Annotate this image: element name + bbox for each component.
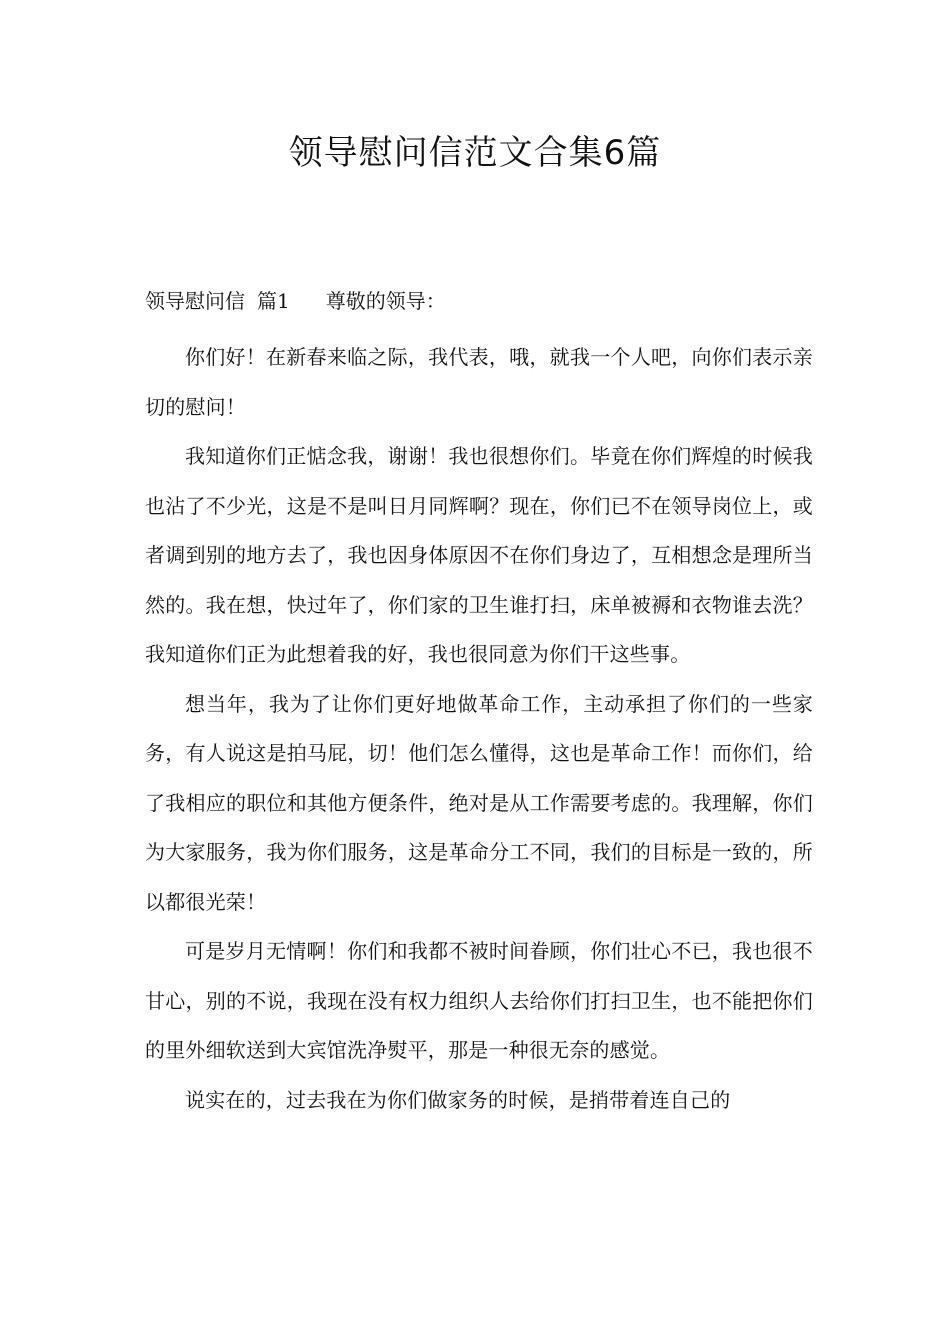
section-number: 篇1: [257, 289, 290, 313]
salutation: 尊敬的领导：: [325, 289, 446, 313]
paragraph: 我知道你们正惦念我，谢谢！我也很想你们。毕竟在你们辉煌的时候我也沾了不少光，这是不是叫日月同辉啊？现在，你们已不在领导岗位上，或者调到别的地方去了，我也因身体原因不在你们身边了，互相想念是理所当然的。我在想，快过年了，你们家的卫生谁打扫，床单被褥和衣物谁去洗？我知道你们正为此想着我的好，我也很同意为你们干这些事。: [145, 444, 813, 666]
paragraph: 说实在的，过去我在为你们做家务的时候，是捎带着连自己的: [185, 1087, 731, 1112]
letter-body: [145, 333, 813, 1125]
section-label: 领导慰问信: [145, 289, 245, 313]
paragraph: 可是岁月无情啊！你们和我都不被时间眷顾，你们壮心不已，我也很不甘心，别的不说，我现在没有权力组织人去给你们打扫卫生，也不能把你们的里外细软送到大宾馆洗净熨平，那是一种很无奈的感觉。: [145, 939, 813, 1062]
document-title: 领导慰问信范文合集6篇: [288, 133, 662, 173]
section-heading: [145, 286, 815, 316]
paragraph: 你们好！在新春来临之际，我代表，哦，就我一个人吧，向你们表示亲切的慰问！: [145, 345, 813, 419]
paragraph: 想当年，我为了让你们更好地做革命工作，主动承担了你们的一些家务，有人说这是拍马屁，切！他们怎么懂得，这也是革命工作！而你们，给了我相应的职位和其他方便条件，绝对是从工作需要考虑的。我理解，你们为大家服务，我为你们服务，这是革命分工不同，我们的目标是一致的，所以都很光荣！: [145, 691, 813, 914]
